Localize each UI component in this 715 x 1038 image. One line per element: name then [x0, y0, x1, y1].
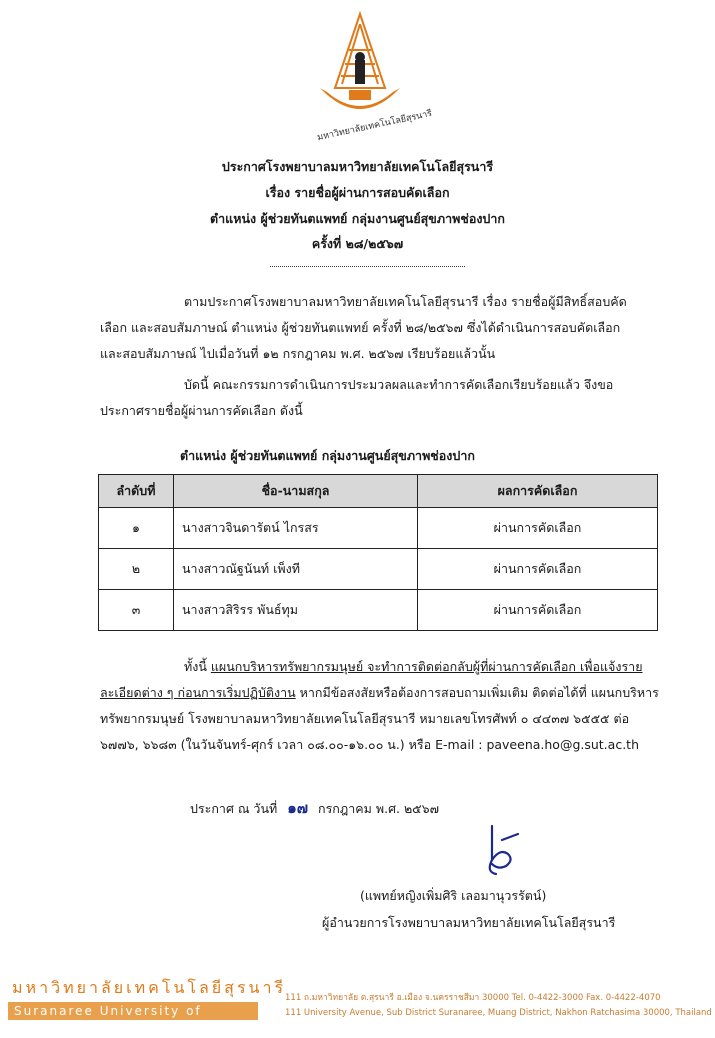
- paragraph-notice: [100, 654, 660, 758]
- signer-name: (แพทย์หญิงเพิ่มศิริ เลอมานุวรรัตน์): [360, 888, 547, 903]
- paragraph-result-text: บัดนี้ คณะกรรมการดำเนินการประมวลผลและทำการคัดเลือกเรียบร้อยแล้ว จึงขอประกาศรายชื่อผู้ผ่านการคัดเลือก ดังนี้: [100, 377, 614, 418]
- cell-order: ๓: [99, 590, 174, 631]
- table-header-row: [99, 475, 658, 508]
- cell-name: นางสาวจินดารัตน์ ไกรสร: [174, 508, 418, 549]
- results-table: [98, 474, 658, 631]
- cell-order: ๑: [99, 508, 174, 549]
- footer-university-english: Suranaree University of Technology: [8, 1002, 258, 1020]
- notice-rest: หากมีข้อสงสัยหรือต้องการสอบถามเพิ่มเติม ติดต่อได้ที่ แผนกบริหารทรัพยากรมนุษย์ โรงพยาบาลมหาวิทยาลัยเทคโนโลยีสุรนารี หมายเลขโทรศัพท์ ๐ ๔๔๓๗ ๖๕๕๕ ต่อ ๖๗๗๖, ๖๖๘๓ (ในวันจันทร์-ศุกร์ เวลา ๐๘.๐๐-๑๖.๐๐ น.) หรือ E-mail : paveena.ho@g.sut.ac.th: [100, 685, 659, 752]
- column-header-result: ผลการคัดเลือก: [418, 475, 658, 508]
- table-subheading: ตำแหน่ง ผู้ช่วยทันตแพทย์ กลุ่มงานศูนย์สุขภาพช่องปาก: [180, 448, 475, 463]
- table-row: [99, 590, 658, 631]
- column-header-name: ชื่อ-นามสกุล: [174, 475, 418, 508]
- dotted-divider: [270, 266, 465, 267]
- notice-lead: ทั้งนี้: [184, 659, 211, 674]
- paragraph-intro: [100, 289, 640, 367]
- cell-name: นางสาวณัฐนันท์ เพ็งที: [174, 549, 418, 590]
- cell-name: นางสาวสิริรร พันธ์ทุม: [174, 590, 418, 631]
- table-row: [99, 549, 658, 590]
- announcement-position: ตำแหน่ง ผู้ช่วยทันตแพทย์ กลุ่มงานศูนย์สุขภาพช่องปาก: [210, 211, 505, 226]
- announce-date: [190, 796, 439, 820]
- announce-suffix: กรกฎาคม พ.ศ. ๒๕๖๗: [318, 801, 439, 816]
- signature-image: [478, 820, 528, 880]
- footer-address-english: 111 University Avenue, Sub District Suranaree, Muang District, Nakhon Ratchasima 30000, Thailand: [285, 1008, 712, 1018]
- footer-university-thai: มหาวิทยาลัยเทคโนโลยีสุรนารี: [12, 978, 287, 997]
- paragraph-intro-text: ตามประกาศโรงพยาบาลมหาวิทยาลัยเทคโนโลยีสุรนารี เรื่อง รายชื่อผู้มีสิทธิ์สอบคัดเลือก และสอบสัมภาษณ์ ตำแหน่ง ผู้ช่วยทันตแพทย์ ครั้งที่ ๒๘/๒๕๖๗ ซึ่งได้ดำเนินการสอบคัดเลือกและสอบสัมภาษณ์ ไปเมื่อวันที่ ๑๒ กรกฎาคม พ.ศ. ๒๕๖๗ เรียบร้อยแล้วนั้น: [100, 294, 627, 361]
- cell-result: ผ่านการคัดเลือก: [418, 590, 658, 631]
- announcement-subject: เรื่อง รายชื่อผู้ผ่านการสอบคัดเลือก: [265, 185, 450, 200]
- cell-order: ๒: [99, 549, 174, 590]
- table-row: [99, 508, 658, 549]
- paragraph-result: [100, 372, 640, 424]
- cell-result: ผ่านการคัดเลือก: [418, 549, 658, 590]
- signer-position: ผู้อำนวยการโรงพยาบาลมหาวิทยาลัยเทคโนโลยีสุรนารี: [322, 915, 616, 930]
- logo-caption: มหาวิทยาลัยเทคโนโลยีสุรนารี: [316, 108, 433, 144]
- announcement-title: ประกาศโรงพยาบาลมหาวิทยาลัยเทคโนโลยีสุรนารี: [221, 159, 494, 174]
- footer-address-thai: 111 ถ.มหาวิทยาลัย ต.สุรนารี อ.เมือง จ.นครราชสีมา 30000 Tel. 0-4422-3000 Fax. 0-4422-4070: [285, 993, 661, 1003]
- column-header-order: ลำดับที่: [99, 475, 174, 508]
- cell-result: ผ่านการคัดเลือก: [418, 508, 658, 549]
- announce-day: ๑๗: [287, 799, 309, 817]
- notice-underlined: แผนกบริหารทรัพยากรมนุษย์ จะทำการติดต่อกลับผู้ที่ผ่านการคัดเลือก เพื่อแจ้งรายละเอียดต่าง ๆ ก่อนการเริ่มปฏิบัติงาน: [100, 659, 643, 700]
- announcement-round: ครั้งที่ ๒๘/๒๕๖๗: [311, 236, 404, 251]
- announce-prefix: ประกาศ ณ วันที่: [190, 801, 278, 816]
